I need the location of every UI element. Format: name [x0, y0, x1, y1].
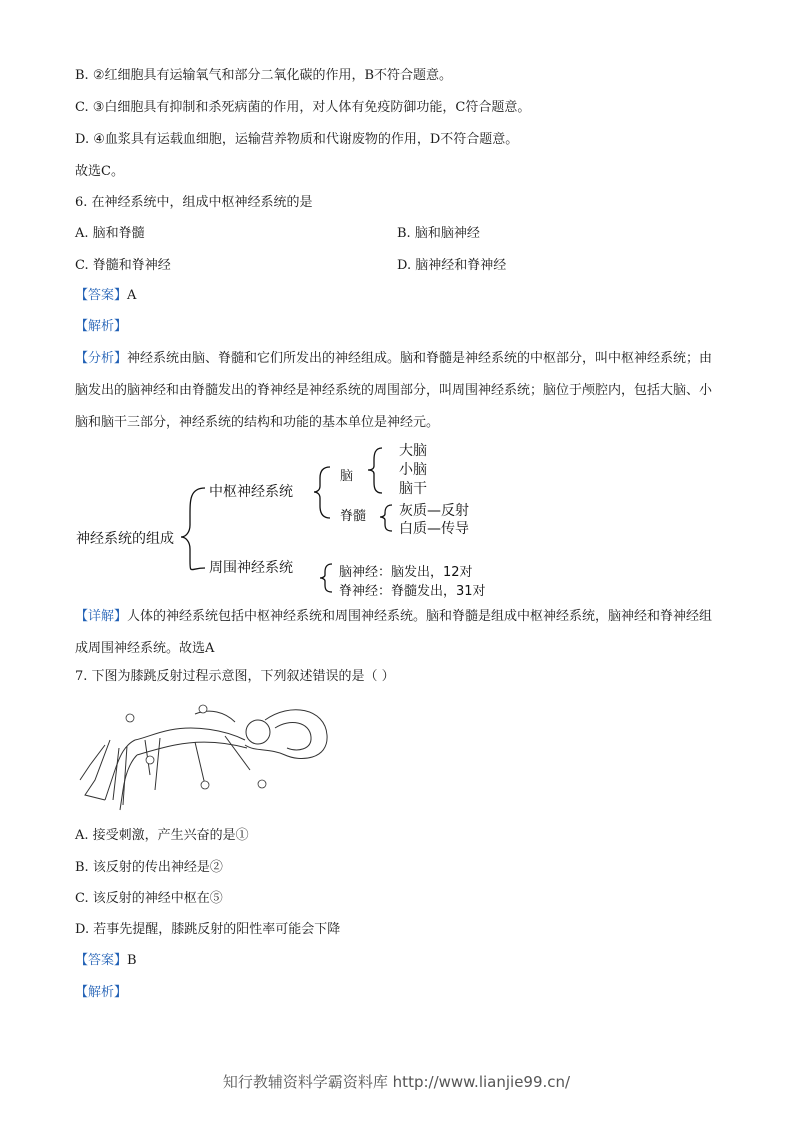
q6-option-b: B. 脑和脑神经 [397, 226, 480, 241]
q6-fenxi [75, 343, 720, 439]
option-c-prev: C. ③白细胞具有抑制和杀死病菌的作用，对人体有免疫防御功能，C符合题意。 [75, 100, 531, 115]
diagram-peripheral: 周围神经系统 [209, 560, 293, 576]
fenxi-tag: 【分析】 [75, 351, 128, 366]
xiangjie-text: 人体的神经系统包括中枢神经系统和周围神经系统。脑和脊髓是组成中枢神经系统，脑神经和脊神经组成周围神经系统。故选A [75, 609, 713, 656]
diagram-gray: 灰质—反射 [399, 503, 469, 519]
option-b-prev: B. ②红细胞具有运输氧气和部分二氧化碳的作用，B不符合题意。 [75, 68, 453, 83]
q6-option-a: A. 脑和脊髓 [75, 226, 145, 241]
xiangjie-tag: 【详解】 [75, 609, 128, 624]
diagram-brainstem: 脑干 [399, 481, 427, 497]
q6-answer [75, 288, 136, 304]
knee-reflex-drawing [75, 700, 335, 812]
q6-option-d: D. 脑神经和脊神经 [397, 258, 507, 273]
diagram-cerebrum: 大脑 [399, 443, 427, 459]
q7-option-a: A. 接受刺激，产生兴奋的是① [75, 828, 249, 843]
fenxi-text: 神经系统由脑、脊髓和它们所发出的神经组成。脑和脊髓是神经系统的中枢部分，叫中枢神经系统；由脑发出的脑神经和由脊髓发出的脊神经是神经系统的周围部分，叫周围神经系统；脑位于颅腔内，包括大脑、小脑和脑干三部分，神经系统的结构和功能的基本单位是神经元。 [75, 351, 713, 430]
q7-answer-value: B [127, 953, 137, 968]
q6-option-c: C. 脊髓和脊神经 [75, 258, 171, 273]
q7-option-b: B. 该反射的传出神经是② [75, 860, 223, 875]
diagram-brain: 脑 [340, 469, 354, 484]
diagram-root: 神经系统的组成 [76, 531, 174, 547]
q7-answer-tag: 【答案】 [75, 953, 128, 968]
q6-xiangjie [75, 601, 720, 665]
option-d-prev: D. ④血浆具有运载血细胞，运输营养物质和代谢废物的作用，D不符合题意。 [75, 132, 519, 147]
answer-value: A [127, 288, 137, 303]
diagram-white: 白质—传导 [399, 521, 469, 537]
diagram-central: 中枢神经系统 [209, 484, 293, 500]
q7-option-c: C. 该反射的神经中枢在⑤ [75, 891, 223, 906]
q7-stem: 7. 下图为膝跳反射过程示意图，下列叙述错误的是（ ） [75, 669, 395, 684]
diagram-spinal-nerve: 脊神经：脊髓发出，31对 [339, 584, 486, 599]
choose-c: 故选C。 [75, 164, 124, 179]
diagram-cranial: 脑神经：脑发出，12对 [339, 565, 473, 580]
q6-stem: 6. 在神经系统中，组成中枢神经系统的是 [75, 195, 313, 210]
diagram-cerebellum: 小脑 [399, 462, 427, 478]
answer-tag: 【答案】 [75, 288, 128, 303]
q7-option-d: D. 若事先提醒，膝跳反射的阳性率可能会下降 [75, 922, 341, 937]
q6-analysis-tag: 【解析】 [75, 319, 128, 334]
knee-reflex-figure [75, 700, 335, 812]
footer-link[interactable]: 知行教辅资料学霸资料库 http://www.lianjie99.cn/ [222, 1073, 571, 1091]
q7-answer [75, 953, 137, 969]
q7-analysis-tag: 【解析】 [75, 985, 128, 1000]
diagram-spinal: 脊髓 [340, 509, 367, 524]
